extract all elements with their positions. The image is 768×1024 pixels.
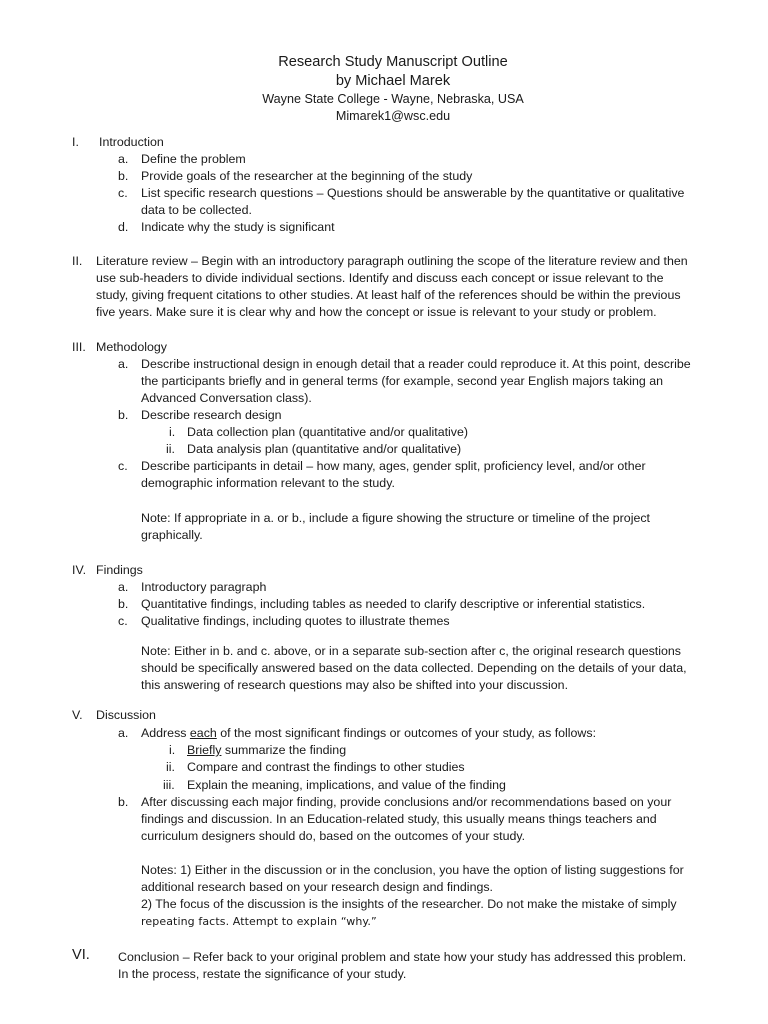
text-run: Address [141, 726, 190, 740]
list-item: Quantitative findings, including tables as needed to clarify descriptive or inferential statistics. [141, 597, 646, 611]
document-title: Research Study Manuscript Outline [278, 54, 508, 70]
text-run: of the most significant findings or outcomes of your study, as follows: [216, 726, 597, 740]
list-item: Provide goals of the researcher at the beginning of the study [141, 169, 473, 183]
note-line: graphically. [141, 528, 203, 542]
list-item: Introductory paragraph [141, 580, 267, 594]
note-line: Note: If appropriate in a. or b., include a figure showing the structure or timeline of the project [141, 511, 650, 525]
list-item: Define the problem [141, 152, 246, 166]
list-item-continued: Advanced Conversation class). [141, 391, 312, 405]
item-label: c. [118, 186, 128, 200]
paragraph-line: use sub-headers to divide individual sections. Identify and discuss each concept or issue relevant to the [96, 271, 664, 285]
author-email: Mimarek1@wsc.edu [335, 109, 451, 123]
paragraph-line: In the process, restate the significance of your study. [118, 967, 407, 981]
subitem-label: ii. [166, 760, 175, 774]
section-title: Findings [96, 563, 143, 577]
section-title: Introduction [99, 135, 164, 149]
subitem-label: i. [169, 743, 176, 757]
section-number: II. [72, 254, 83, 268]
list-item: After discussing each major finding, provide conclusions and/or recommendations based on your [141, 795, 672, 809]
list-item: Describe participants in detail – how many, ages, gender split, proficiency level, and/or other [141, 459, 646, 473]
subitem [187, 742, 346, 759]
list-item: Indicate why the study is significant [141, 220, 335, 234]
subitem: Explain the meaning, implications, and value of the finding [187, 778, 506, 792]
list-item: List specific research questions – Questions should be answerable by the quantitative or qualitative [141, 186, 685, 200]
note-line: should be specifically answered based on the data collected. Depending on the details of your data, [141, 661, 687, 675]
section-number: I. [72, 135, 79, 149]
subitem-label: iii. [163, 778, 175, 792]
list-item: Describe instructional design in enough detail that a reader could reproduce it. At this point, describe [141, 357, 691, 371]
list-item [141, 725, 596, 742]
section-number: III. [72, 340, 86, 354]
item-label: a. [118, 726, 129, 740]
note-line: additional research based on your research design and findings. [141, 880, 493, 894]
item-label: c. [118, 459, 128, 473]
list-item: Describe research design [141, 408, 282, 422]
item-label: b. [118, 597, 129, 611]
item-label: a. [118, 152, 129, 166]
paragraph-line: Literature review – Begin with an introductory paragraph outlining the scope of the literature review and then [96, 254, 688, 268]
document-header [0, 53, 768, 125]
section-title: Methodology [96, 340, 167, 354]
list-item-continued: findings and discussion. In an Education-related study, this usually means things teachers and [141, 812, 657, 826]
item-label: b. [118, 795, 129, 809]
item-label: c. [118, 614, 128, 628]
section-number: VI. [72, 947, 90, 963]
section-title: Discussion [96, 708, 156, 722]
note-line: 2) The focus of the discussion is the insights of the researcher. Do not make the mistake of simply [141, 897, 677, 911]
document-author: by Michael Marek [335, 73, 451, 89]
note-line: Note: Either in b. and c. above, or in a separate sub-section after c, the original research questions [141, 644, 681, 658]
item-label: a. [118, 580, 129, 594]
item-label: a. [118, 357, 129, 371]
institution: Wayne State College - Wayne, Nebraska, USA [262, 92, 524, 106]
note-line: this answering of research questions may also be shifted into your discussion. [141, 678, 569, 692]
subitem-label: ii. [166, 442, 175, 456]
subitem: Data collection plan (quantitative and/or qualitative) [187, 425, 469, 439]
list-item-continued: the participants briefly and in general terms (for example, second year English majors taking an [141, 374, 664, 388]
paragraph-line: five years. Make sure it is clear why and how the concept or issue is relevant to your study or problem. [96, 305, 657, 319]
section-number: V. [72, 708, 83, 722]
item-label: b. [118, 169, 129, 183]
note-line: Notes: 1) Either in the discussion or in the conclusion, you have the option of listing suggestions for [141, 863, 684, 877]
paragraph-line: study, giving frequent citations to other studies. At least half of the references should be within the previous [96, 288, 681, 302]
list-item-continued: demographic information relevant to the study. [141, 476, 395, 490]
underlined-word: each [189, 726, 217, 740]
section-number: IV. [72, 563, 87, 577]
item-label: b. [118, 408, 129, 422]
list-item-continued: data to be collected. [141, 203, 252, 217]
subitem: Data analysis plan (quantitative and/or qualitative) [187, 442, 462, 456]
list-item-continued: curriculum designers should do, based on the outcomes of your study. [141, 829, 526, 843]
underlined-word: Briefly [187, 743, 222, 757]
list-item: Qualitative findings, including quotes to illustrate themes [141, 614, 450, 628]
subitem: Compare and contrast the findings to other studies [187, 760, 465, 774]
item-label: d. [118, 220, 129, 234]
subitem-label: i. [169, 425, 176, 439]
note-line: repeating facts. Attempt to explain “why.” [141, 915, 377, 928]
paragraph-line: Conclusion – Refer back to your original problem and state how your study has addressed this problem. [118, 950, 687, 964]
text-run: summarize the finding [221, 743, 347, 757]
